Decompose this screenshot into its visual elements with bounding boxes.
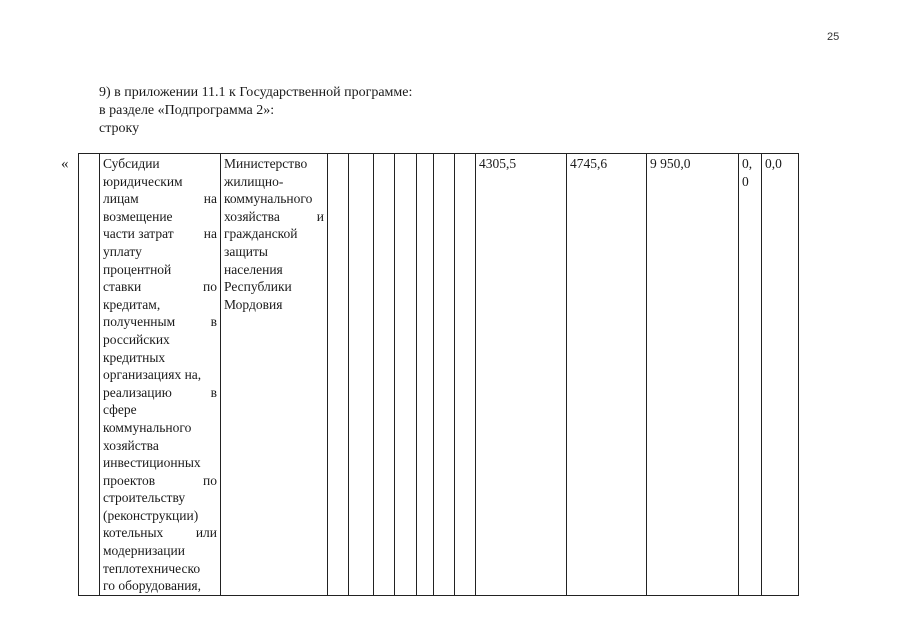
intro-text bbox=[99, 84, 412, 138]
cell-text-line bbox=[103, 384, 217, 402]
cell-text-line: жилищно- bbox=[224, 173, 284, 189]
table-row bbox=[79, 154, 799, 596]
cell-text-line: процентной bbox=[103, 261, 172, 277]
cell-text-line: гражданской bbox=[224, 226, 298, 242]
empty-cell bbox=[417, 154, 434, 596]
cell-text-line: кредитных bbox=[103, 349, 166, 365]
cell-text-line: строительству bbox=[103, 490, 186, 506]
empty-cell bbox=[434, 154, 455, 596]
cell-text-line: кредитам, bbox=[103, 296, 161, 312]
cell-text-line: сфере bbox=[103, 402, 137, 418]
value-cell-2 bbox=[567, 154, 647, 596]
cell-text-line: го оборудования, bbox=[103, 578, 202, 594]
cell-text-line: хозяйства bbox=[103, 437, 159, 453]
cell-text-line bbox=[103, 313, 217, 331]
page-number: 25 bbox=[827, 31, 840, 43]
cell-text-line: Субсидии bbox=[103, 156, 160, 171]
empty-cell bbox=[79, 154, 100, 596]
program-table bbox=[78, 153, 799, 596]
value-cell-5 bbox=[762, 154, 799, 596]
cell-text-line: коммунального bbox=[103, 419, 192, 435]
cell-word: на bbox=[203, 191, 217, 207]
cell-text-line: организациях на, bbox=[103, 367, 202, 383]
cell-text-line bbox=[103, 190, 217, 208]
cell-text-line: инвестиционных bbox=[103, 455, 201, 471]
cell-word: лицам bbox=[103, 191, 139, 207]
cell-word: ставки bbox=[103, 279, 142, 295]
executor-cell bbox=[221, 154, 328, 596]
value-cell-4 bbox=[739, 154, 762, 596]
cell-text-line bbox=[224, 208, 324, 226]
cell-word: в bbox=[210, 314, 217, 330]
cell-word: проектов bbox=[103, 472, 156, 488]
cell-text-line: юридическим bbox=[103, 173, 183, 189]
value-1: 4305,5 bbox=[479, 156, 517, 171]
cell-text-line: Мордовия bbox=[224, 296, 283, 312]
cell-word: части затрат bbox=[103, 226, 174, 242]
cell-text-line bbox=[103, 278, 217, 296]
cell-word: или bbox=[195, 525, 217, 541]
empty-cell bbox=[455, 154, 476, 596]
cell-text-line: (реконструкции) bbox=[103, 507, 199, 523]
cell-word: котельных bbox=[103, 525, 164, 541]
cell-word: и bbox=[316, 208, 324, 224]
cell-word: в bbox=[210, 384, 217, 400]
cell-text-line: российских bbox=[103, 331, 170, 347]
cell-word: по bbox=[203, 279, 217, 295]
cell-text-line bbox=[103, 472, 217, 490]
intro-line-1: 9) в приложении 11.1 к Государственной программе: bbox=[99, 85, 413, 100]
description-cell bbox=[100, 154, 221, 596]
cell-text-line: уплату bbox=[103, 243, 142, 259]
cell-text-line: Министерство bbox=[224, 156, 308, 171]
cell-word: реализацию bbox=[103, 384, 172, 400]
value-5: 0,0 bbox=[765, 156, 782, 171]
cell-text-line: коммунального bbox=[224, 191, 313, 207]
intro-line-2: в разделе «Подпрограмма 2»: bbox=[99, 103, 275, 118]
empty-cell bbox=[374, 154, 395, 596]
value-cell-3 bbox=[647, 154, 739, 596]
value-cell-1 bbox=[476, 154, 567, 596]
opening-quote-mark: « bbox=[61, 156, 69, 172]
value-4-line-1: 0, bbox=[742, 156, 753, 171]
empty-cell bbox=[328, 154, 349, 596]
value-3: 9 950,0 bbox=[650, 156, 691, 171]
cell-text-line: теплотехническо bbox=[103, 560, 201, 576]
cell-text-line: населения bbox=[224, 261, 283, 277]
cell-text-line bbox=[103, 225, 217, 243]
cell-word: полученным bbox=[103, 314, 176, 330]
intro-line-3: строку bbox=[99, 121, 140, 136]
empty-cell bbox=[395, 154, 417, 596]
cell-word: по bbox=[203, 472, 217, 488]
empty-cell bbox=[349, 154, 374, 596]
cell-text-line bbox=[103, 524, 217, 542]
value-4-line-2: 0 bbox=[742, 173, 749, 189]
cell-text-line: возмещение bbox=[103, 208, 173, 224]
cell-word: хозяйства bbox=[224, 208, 280, 224]
value-2: 4745,6 bbox=[570, 156, 608, 171]
cell-text-line: Республики bbox=[224, 279, 292, 295]
cell-text-line: модернизации bbox=[103, 543, 185, 559]
cell-word: на bbox=[203, 226, 217, 242]
cell-text-line: защиты bbox=[224, 243, 268, 259]
